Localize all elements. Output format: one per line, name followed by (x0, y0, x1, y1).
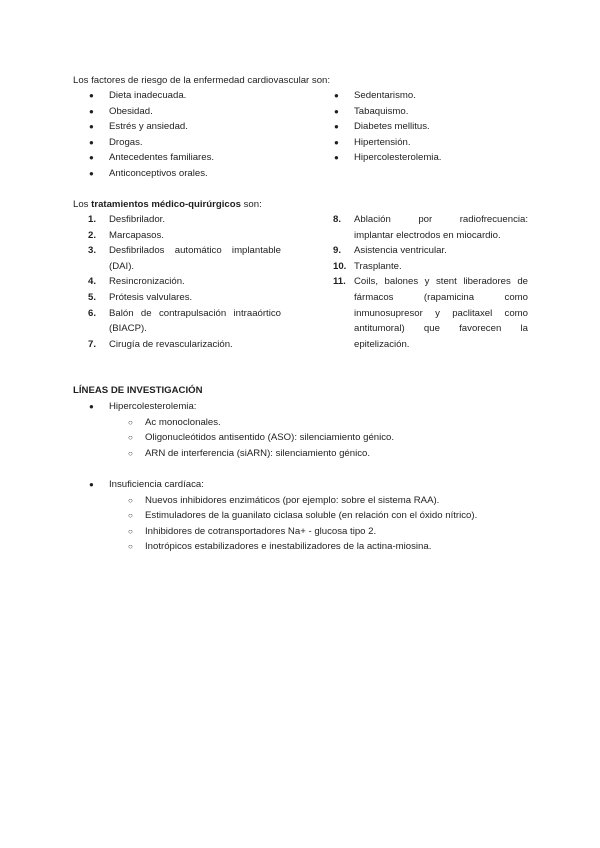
list-item: ● Diabetes mellitus. (354, 119, 528, 135)
list-item: ○ Estimuladores de la guanilato ciclasa soluble (en relación con el óxido nítrico). (145, 508, 477, 524)
bullet-icon: ● (334, 106, 339, 116)
list-item: ● Anticonceptivos orales. (109, 166, 281, 182)
bullet-icon: ● (89, 153, 94, 163)
list-item: ● Drogas. (109, 135, 281, 151)
bullet-icon: ● (89, 91, 94, 100)
list-item: 3. Desfibrilados automático implantable (DAI). (88, 245, 281, 272)
list-item: ○ Oligonucleótidos antisentido (ASO): silenciamiento génico. (145, 430, 394, 446)
list-item: 2. Marcapasos. (88, 229, 164, 241)
circle-bullet-icon: ○ (128, 542, 133, 552)
list-item: ○ Ac monoclonales. (145, 415, 394, 431)
list-item: ● Estrés y ansiedad. (109, 119, 281, 135)
list-item: ● Hipercolesterolemia: (109, 399, 394, 415)
list-item: ● Obesidad. (109, 104, 281, 120)
list-item: ● Sedentarismo. (354, 88, 528, 104)
research-group-heart-failure (89, 477, 478, 555)
research-group-hypercholesterolemia (89, 399, 395, 461)
circle-bullet-icon: ○ (128, 526, 133, 536)
list-item: 10. Trasplante. (333, 260, 402, 272)
bullet-icon: ● (334, 137, 339, 147)
treatments-left-list (88, 212, 281, 352)
circle-bullet-icon: ○ (128, 417, 133, 427)
list-item: ● Antecedentes familiares. (109, 150, 281, 166)
treatments-right-list (333, 212, 528, 352)
list-item: ● Hipercolesterolemia. (354, 150, 528, 166)
list-item: 5. Prótesis valvulares. (88, 291, 193, 303)
risk-factors-left-list (89, 88, 281, 182)
bullet-icon: ● (334, 153, 339, 163)
bullet-icon: ● (89, 480, 94, 489)
list-item: 7. Cirugía de revascularización. (88, 338, 233, 350)
list-item: ○ Inhibidores de cotransportadores Na+ - glucosa tipo 2. (145, 524, 477, 540)
list-item: 4. Resincronización. (88, 276, 185, 288)
bullet-icon: ● (334, 91, 339, 100)
list-item: ● Tabaquismo. (354, 104, 528, 120)
list-item: 1. Desfibrilador. (88, 214, 165, 225)
list-item: ● Dieta inadecuada. (109, 88, 281, 104)
research-heading: LÍNEAS DE INVESTIGACIÓN (73, 385, 203, 396)
bullet-icon: ● (89, 137, 94, 147)
list-item: 11. Coils, balones y stent liberadores de fármacos (rapamicina como inmunosupresor y paclitaxel como antitumoral) que favorecen la epitelización. (333, 276, 528, 350)
list-item: ● Hipertensión. (354, 135, 528, 151)
list-item: 8. Ablación por radiofrecuencia: implantar electrodos en miocardio. (333, 214, 528, 241)
circle-bullet-icon: ○ (128, 448, 133, 458)
list-item: ○ ARN de interferencia (siARN): silenciamiento génico. (145, 446, 394, 462)
risk-factors-intro: Los factores de riesgo de la enfermedad cardiovascular son: (73, 75, 331, 86)
list-item: ○ Inotrópicos estabilizadores e inestabilizadores de la actina-miosina. (145, 539, 477, 555)
circle-bullet-icon: ○ (128, 511, 133, 521)
bullet-icon: ● (334, 122, 339, 132)
list-item: 9. Asistencia ventricular. (333, 245, 447, 257)
list-item: ● Insuficiencia cardíaca: (109, 477, 477, 493)
bullet-icon: ● (89, 106, 94, 116)
risk-factors-right-list (334, 88, 528, 166)
bullet-icon: ● (89, 122, 94, 132)
circle-bullet-icon: ○ (128, 433, 133, 443)
list-item: 6. Balón de contrapulsación intraaórtico (BIACP). (88, 307, 281, 335)
circle-bullet-icon: ○ (128, 495, 133, 505)
bullet-icon: ● (89, 168, 94, 178)
list-item: ○ Nuevos inhibidores enzimáticos (por ejemplo: sobre el sistema RAA). (145, 493, 477, 509)
treatments-intro: Los tratamientos médico-quirúrgicos son: (73, 199, 262, 210)
bullet-icon: ● (89, 402, 94, 411)
